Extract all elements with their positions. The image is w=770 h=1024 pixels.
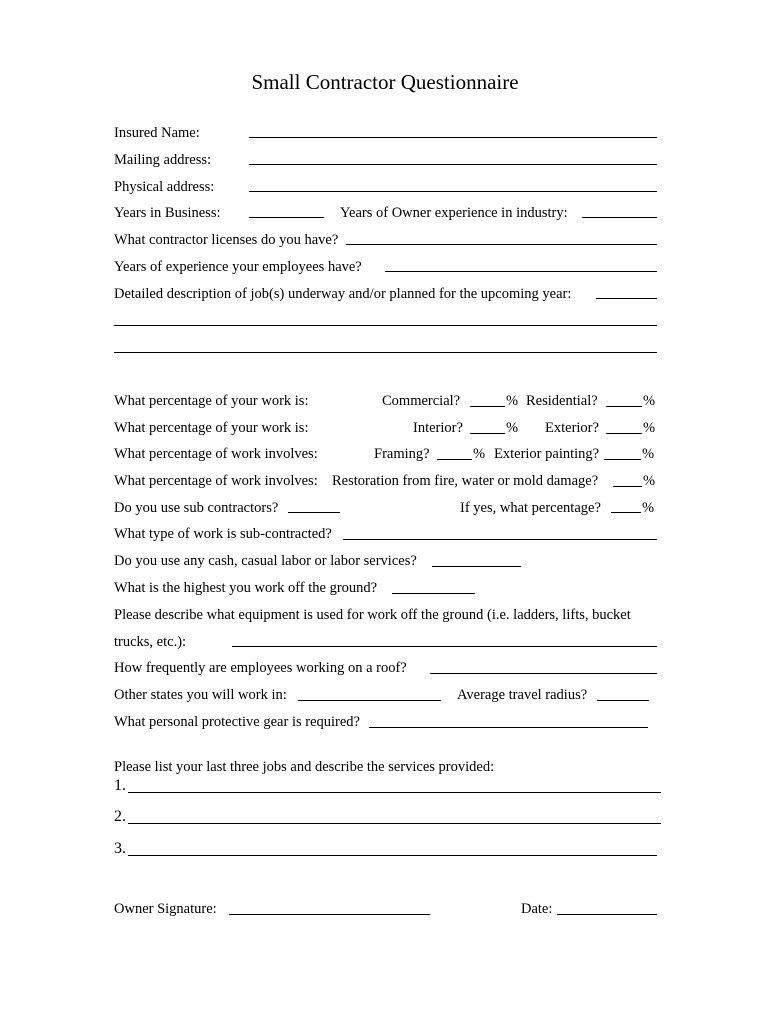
travel-radius-label: Average travel radius?	[457, 687, 588, 703]
framing-field[interactable]	[437, 459, 472, 460]
other-states-field[interactable]	[298, 700, 441, 701]
percent-sign: %	[642, 446, 655, 462]
owner-signature-field[interactable]	[229, 914, 430, 915]
licenses-field[interactable]	[346, 244, 657, 245]
job-number: 1.	[114, 777, 126, 794]
job-description-line-3[interactable]	[114, 352, 657, 353]
owner-signature-label: Owner Signature:	[114, 901, 217, 917]
date-label: Date:	[521, 901, 553, 917]
protective-gear-field[interactable]	[369, 727, 648, 728]
percent-sign: %	[643, 473, 656, 489]
exterior-label: Exterior?	[545, 420, 599, 436]
if-yes-label: If yes, what percentage?	[460, 500, 601, 516]
exterior-painting-field[interactable]	[604, 459, 641, 460]
work-is-label: What percentage of your work is:	[114, 393, 309, 409]
job-description-field[interactable]	[596, 298, 657, 299]
commercial-label: Commercial?	[382, 393, 461, 409]
interior-field[interactable]	[470, 433, 505, 434]
percent-sign: %	[643, 393, 656, 409]
job-2-field[interactable]	[128, 823, 661, 824]
highest-work-label: What is the highest you work off the ground?	[114, 580, 378, 596]
owner-experience-field[interactable]	[582, 217, 657, 218]
travel-radius-field[interactable]	[597, 700, 649, 701]
percent-sign: %	[642, 500, 655, 516]
insured-name-field[interactable]	[249, 137, 657, 138]
subcontractors-label: Do you use sub contractors?	[114, 500, 279, 516]
mailing-address-label: Mailing address:	[114, 152, 212, 168]
subcontracted-work-field[interactable]	[343, 539, 657, 540]
percent-sign: %	[473, 446, 486, 462]
protective-gear-label: What personal protective gear is required?	[114, 714, 360, 730]
job-number: 2.	[114, 808, 126, 825]
framing-label: Framing?	[374, 446, 430, 462]
subcontracted-work-label: What type of work is sub-contracted?	[114, 526, 332, 542]
physical-address-field[interactable]	[249, 191, 657, 192]
job-3-field[interactable]	[128, 855, 657, 856]
subcontractors-field[interactable]	[288, 512, 340, 513]
work-is-label: What percentage of your work is:	[114, 420, 309, 436]
roof-frequency-label: How frequently are employees working on a roof?	[114, 660, 407, 676]
years-in-business-label: Years in Business:	[114, 205, 221, 221]
owner-experience-label: Years of Owner experience in industry:	[340, 205, 568, 221]
job-1-field[interactable]	[128, 792, 661, 793]
page-title: Small Contractor Questionnaire	[251, 70, 519, 94]
exterior-painting-label: Exterior painting?	[494, 446, 600, 462]
jobs-prompt: Please list your last three jobs and describe the services provided:	[114, 759, 495, 775]
exterior-field[interactable]	[606, 433, 642, 434]
equipment-field[interactable]	[232, 646, 657, 647]
commercial-field[interactable]	[470, 406, 505, 407]
interior-label: Interior?	[413, 420, 463, 436]
physical-address-label: Physical address:	[114, 179, 215, 195]
job-description-line-2[interactable]	[114, 325, 657, 326]
years-in-business-field[interactable]	[249, 217, 324, 218]
date-field[interactable]	[557, 914, 657, 915]
work-involves-label: What percentage of work involves:	[114, 446, 318, 462]
other-states-label: Other states you will work in:	[114, 687, 287, 703]
employee-experience-label: Years of experience your employees have?	[114, 259, 362, 275]
residential-field[interactable]	[606, 406, 642, 407]
roof-frequency-field[interactable]	[430, 673, 657, 674]
employee-experience-field[interactable]	[385, 271, 657, 272]
highest-work-field[interactable]	[392, 593, 475, 594]
insured-name-label: Insured Name:	[114, 125, 200, 141]
percent-sign: %	[643, 420, 656, 436]
restoration-field[interactable]	[613, 486, 642, 487]
restoration-label: Restoration from fire, water or mold damage?	[332, 473, 599, 489]
job-description-label: Detailed description of job(s) underway and/or planned for the upcoming year:	[114, 286, 572, 302]
restoration-row-label: What percentage of work involves:	[114, 473, 318, 489]
residential-label: Residential?	[526, 393, 598, 409]
licenses-label: What contractor licenses do you have?	[114, 232, 339, 248]
cash-labor-field[interactable]	[432, 566, 521, 567]
equipment-label-continued: trucks, etc.):	[114, 634, 187, 650]
equipment-label: Please describe what equipment is used for work off the ground (i.e. ladders, lifts, bucket	[114, 607, 631, 623]
percent-sign: %	[506, 420, 519, 436]
subcontract-percent-field[interactable]	[611, 512, 641, 513]
cash-labor-label: Do you use any cash, casual labor or labor services?	[114, 553, 417, 569]
percent-sign: %	[506, 393, 519, 409]
mailing-address-field[interactable]	[249, 164, 657, 165]
job-number: 3.	[114, 840, 126, 857]
